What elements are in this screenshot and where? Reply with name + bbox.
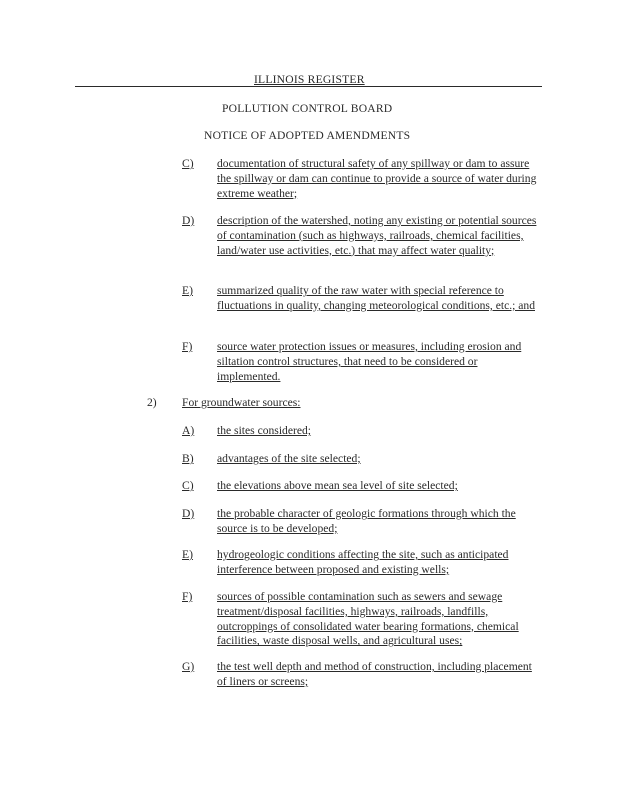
item-text: hydrogeologic conditions affecting the site, such as anticipated interference between proposed and existing wells; (217, 548, 509, 576)
item-label: D) (182, 507, 195, 520)
item-text: source water protection issues or measures, including erosion and siltation control structures, that need to be considered or implemented. (217, 340, 522, 383)
item-label: A) (182, 424, 195, 437)
item-label: C) (182, 157, 194, 170)
item-text: the sites considered; (217, 424, 312, 437)
item-label: C) (182, 479, 194, 492)
item-label: G) (182, 660, 195, 673)
item-text: the elevations above mean sea level of site selected; (217, 479, 458, 492)
item-text: documentation of structural safety of any spillway or dam to assure the spillway or dam can continue to provide a source of water during extreme weather; (217, 157, 537, 200)
item-label: F) (182, 340, 193, 353)
header-rule (75, 86, 542, 87)
register-title: ILLINOIS REGISTER (254, 73, 365, 86)
item-label: B) (182, 452, 194, 465)
item-label: D) (182, 214, 195, 227)
item-label: E) (182, 548, 193, 561)
item-text: description of the watershed, noting any existing or potential sources of contamination (such as highways, railroads, chemical facilities, land/water use activities, etc.) that may affect water quality; (217, 214, 537, 257)
section-number: 2) (147, 396, 157, 409)
item-text: sources of possible contamination such as sewers and sewage treatment/disposal facilities, highways, railroads, landfills, outcroppings of consolidated water bearing formations, chemical facilities, waste disposal wells, and agricultural uses; (217, 590, 519, 648)
item-text: advantages of the site selected; (217, 452, 361, 465)
item-text: the test well depth and method of construction, including placement of liners or screens; (217, 660, 532, 688)
item-text: summarized quality of the raw water with special reference to fluctuations in quality, changing meteorological conditions, etc.; and (217, 284, 535, 312)
board-title: POLLUTION CONTROL BOARD (222, 102, 393, 115)
item-label: F) (182, 590, 193, 603)
section-title: For groundwater sources: (182, 396, 301, 409)
item-label: E) (182, 284, 193, 297)
notice-title: NOTICE OF ADOPTED AMENDMENTS (204, 129, 411, 142)
item-text: the probable character of geologic formations through which the source is to be developed; (217, 507, 516, 535)
